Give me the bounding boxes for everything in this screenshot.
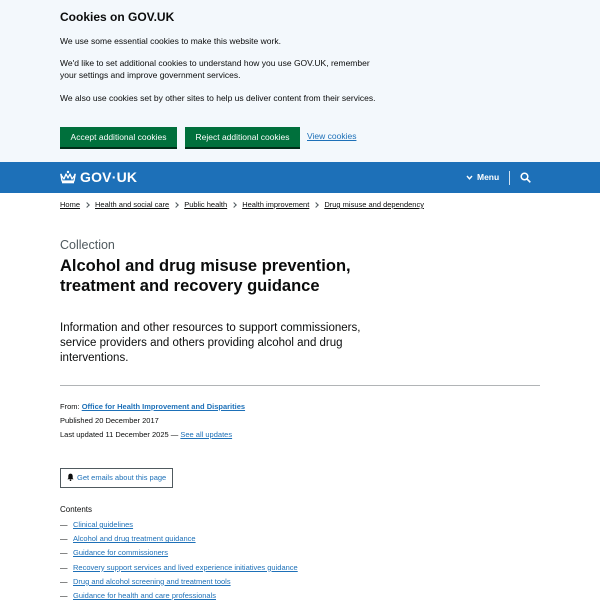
crown-icon: [60, 170, 76, 184]
see-all-updates-link[interactable]: See all updates: [180, 430, 233, 439]
get-emails-button[interactable]: [60, 468, 173, 488]
dash-marker: —: [60, 520, 68, 529]
cookie-banner-title: Cookies on GOV.UK: [60, 10, 175, 24]
dash-marker: —: [60, 562, 68, 572]
cookie-text-additional: We'd like to set additional cookies to understand how you use GOV.UK, remember your settings and improve government services.: [60, 58, 370, 80]
breadcrumb-chevron-icon: [173, 202, 179, 208]
breadcrumb-chevron-icon: [231, 202, 237, 208]
bell-icon: [67, 473, 74, 481]
meta-from: [60, 402, 245, 411]
contents-title: Contents: [60, 505, 93, 514]
contents-link-professionals[interactable]: Guidance for health and care professionals: [73, 590, 217, 600]
breadcrumb-chevron-icon: [84, 202, 90, 208]
reject-cookies-button[interactable]: Reject additional cookies: [185, 127, 300, 147]
dash-marker: —: [60, 590, 68, 600]
dash-marker: —: [60, 548, 68, 558]
contents-link-recovery-support[interactable]: Recovery support services and lived experience initiatives guidance: [73, 562, 298, 572]
meta-from-label: From:: [60, 402, 80, 411]
breadcrumb-chevron-icon: [313, 202, 319, 208]
breadcrumb-health-improvement[interactable]: Health improvement: [242, 200, 310, 209]
breadcrumb-health-social-care[interactable]: Health and social care: [95, 200, 170, 209]
breadcrumb-drug-misuse[interactable]: Drug misuse and dependency: [324, 200, 424, 209]
contents-list: [60, 520, 298, 600]
site-header: [0, 162, 600, 193]
menu-button[interactable]: [466, 172, 499, 182]
cookie-text-essential: We use some essential cookies to make this website work.: [60, 36, 281, 46]
accept-cookies-button[interactable]: Accept additional cookies: [60, 127, 177, 147]
breadcrumb: [60, 200, 424, 209]
contents-item: [60, 577, 298, 591]
header-divider: [509, 171, 510, 185]
contents-link-clinical-guidelines[interactable]: Clinical guidelines: [73, 520, 134, 529]
search-icon[interactable]: [520, 172, 531, 183]
meta-updated-text: Last updated 11 December 2025 —: [60, 430, 179, 439]
view-cookies-link[interactable]: View cookies: [307, 131, 357, 141]
chevron-down-icon: [466, 174, 473, 181]
cookie-text-third-party: We also use cookies set by other sites to help us deliver content from their services.: [60, 93, 376, 103]
govuk-logo-link[interactable]: GOV·UK: [80, 169, 138, 185]
breadcrumb-public-health[interactable]: Public health: [184, 200, 228, 209]
breadcrumb-home[interactable]: Home: [60, 200, 81, 209]
contents-item: [60, 548, 298, 562]
page-caption: Collection: [60, 238, 115, 252]
get-emails-label: Get emails about this page: [77, 473, 167, 482]
contents-item: [60, 520, 298, 534]
page-title: Alcohol and drug misuse prevention, treatment and recovery guidance: [60, 257, 351, 295]
contents-item: [60, 591, 298, 600]
contents-link-commissioners[interactable]: Guidance for commissioners: [73, 548, 169, 558]
contents-item: [60, 563, 298, 577]
contents-item: [60, 534, 298, 548]
page-lead: Information and other resources to support commissioners, service providers and others providing alcohol and drug interventions.: [60, 322, 361, 364]
contents-link-treatment-guidance[interactable]: Alcohol and drug treatment guidance: [73, 534, 196, 544]
dash-marker: —: [60, 534, 68, 544]
cookie-banner: [0, 0, 600, 162]
meta-published: Published 20 December 2017: [60, 416, 159, 425]
menu-label: Menu: [477, 172, 500, 182]
contents-link-screening-tools[interactable]: Drug and alcohol screening and treatment tools: [73, 576, 231, 586]
meta-updated: [60, 430, 232, 439]
dash-marker: —: [60, 576, 68, 586]
section-divider: [60, 385, 540, 386]
org-link[interactable]: Office for Health Improvement and Disparities: [81, 402, 246, 411]
